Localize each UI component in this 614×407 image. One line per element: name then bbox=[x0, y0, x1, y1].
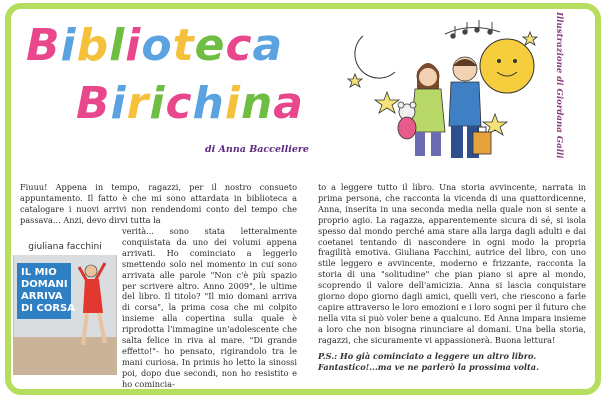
title-biblioteca bbox=[26, 20, 284, 71]
column-1-top bbox=[20, 182, 297, 226]
woman-figure bbox=[411, 63, 445, 156]
title-letter: t bbox=[172, 20, 195, 71]
moon-icon bbox=[355, 36, 395, 78]
title-letter: o bbox=[141, 20, 173, 71]
paragraph-intro: Fiuuu! Appena in tempo, ragazzi, per il nostro consueto appuntamento. Il fatto è che mi sono attardata in biblioteca a catalogare i nuovi arrivi non rendendomi conto del tempo che passava... Anzi, devo dirvi tutta la bbox=[20, 182, 297, 225]
book-cover-sand bbox=[13, 337, 117, 375]
title-letter: a bbox=[252, 20, 284, 71]
illustration-credit bbox=[548, 12, 568, 207]
sun-icon bbox=[480, 39, 534, 93]
paragraph-book-discovery: verità... sono stata letteralmente conquistata da uno dei volumi appena arrivati. Ho cominciato a leggerlo smettendo solo nel momento in cui sono arrivata alle parole "Non c'è più spazio per scrivere altro. Anno 2009", le ultime del libro. Il titolo? "Il mio domani arriva di corsa", la prima cosa che mi colpito insieme alla copertina sulla quale è riprodotta l'immagine un'adolescente che salta felice in riva al mare. "Di grande effetto!"- ho pensato, rigirandolo tra le mani curiosa. In primis ho letto la sinossi poi, dopo due secondi, non ho resistito e ho comincia- bbox=[122, 226, 297, 389]
title-letter: i bbox=[110, 78, 127, 129]
teddy-bear-icon bbox=[398, 102, 416, 139]
paragraph-review: to a leggere tutto il libro. Una storia avvincente, narrata in prima persona, che racconta la vicenda di una quattordicenne, Anna, inserita in una seconda media nella quale non si sente a proprio agio. La ragazza, apparentemente sicura di sé, si isola spesso dal mondo perché ama stare alla larga dagli adulti e dai coetanei tentando di nascondere in ogni modo la propria fragilità emotiva. Giuliana Facchini, autrice del libro, con uno stile leggero e avvincente, moderno e frizzante, racconta la storia di una "solitudine" che pian piano si apre al mondo, scoprendo il valore dell'amicizia. Anna si lascia conquistare giorno dopo giorno dagli amici, quelli veri, che riescono a farle capire attraverso le loro emozioni e i loro sogni per il futuro che nella vita si può voler bene a qualcuno. Ed Anna impara insieme a loro che non bisogna rinunciare al domani. Una bella storia, ragazzi, che sicuramente vi appassionerà. Buona lettura! bbox=[318, 182, 586, 345]
star-icon bbox=[523, 32, 537, 45]
music-notes-icon bbox=[445, 20, 500, 38]
title-letter: b bbox=[76, 20, 110, 71]
title-letter: B bbox=[26, 20, 61, 71]
book-cover-title-line: DI CORSA bbox=[21, 303, 75, 314]
book-cover-title-line: DOMANI bbox=[21, 279, 68, 290]
star-icon bbox=[348, 74, 362, 87]
title-letter: B bbox=[76, 78, 111, 129]
title-letter: i bbox=[149, 78, 166, 129]
postscript: P.S.: Ho già cominciato a leggere un altro libro. Fantastico!...ma ve ne parlerò la prossima volta. bbox=[318, 351, 539, 372]
title-letter: l bbox=[109, 20, 126, 71]
illustration-credit-text: Illustrazione di Giordana Galli bbox=[554, 12, 564, 159]
title-letter: r bbox=[126, 78, 150, 129]
title-letter: n bbox=[240, 78, 274, 129]
title-letter: c bbox=[225, 20, 253, 71]
book-cover-author: giuliana facchini bbox=[28, 242, 102, 252]
book-cover-title-line: ARRIVA bbox=[21, 291, 63, 302]
title-letter: a bbox=[273, 78, 304, 129]
article-author: di Anna Baccelliere bbox=[205, 144, 309, 155]
star-icon bbox=[375, 92, 399, 113]
title-letter: e bbox=[194, 20, 226, 71]
family-illustration bbox=[325, 14, 550, 164]
title-letter: i bbox=[60, 20, 77, 71]
title-birichina bbox=[76, 78, 304, 129]
title-letter: i bbox=[224, 78, 241, 129]
book-cover bbox=[13, 237, 117, 375]
book-cover-title-line: IL MIO bbox=[21, 267, 57, 278]
title-letter: c bbox=[165, 78, 193, 129]
title-letter: h bbox=[192, 78, 225, 129]
title-letter: i bbox=[125, 20, 142, 71]
column-1-wrap bbox=[122, 226, 297, 390]
column-2 bbox=[318, 182, 586, 346]
